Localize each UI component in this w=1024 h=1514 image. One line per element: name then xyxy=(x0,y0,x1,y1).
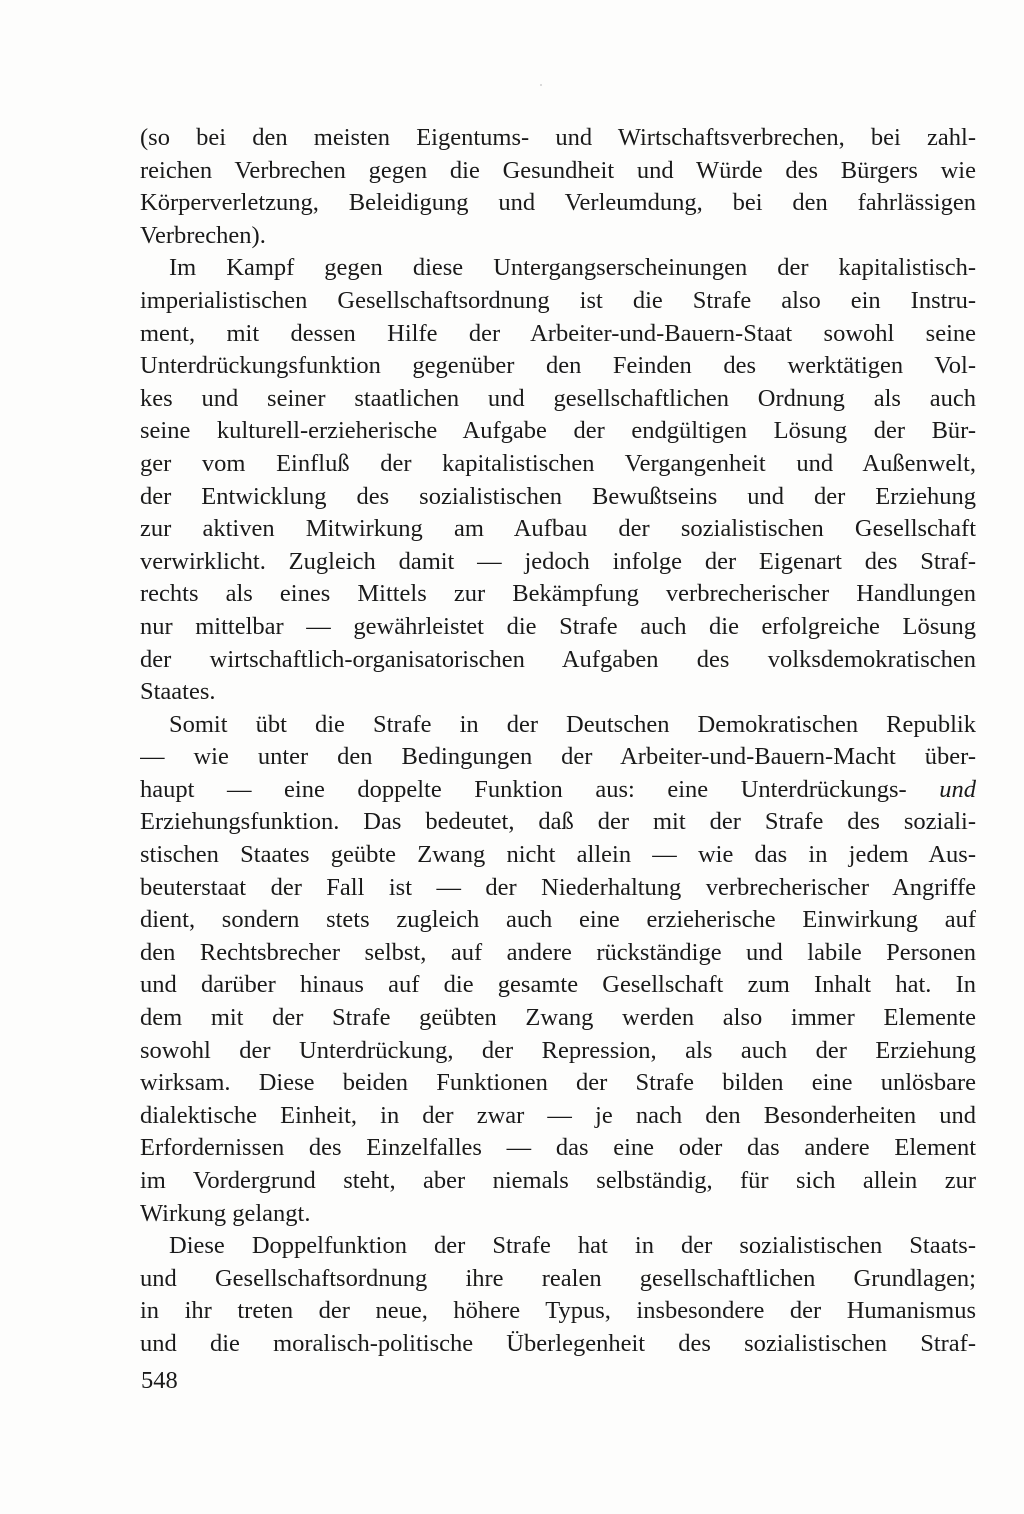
text-line-with-italic xyxy=(140,774,976,807)
text-line: dient, sondern stets zugleich auch eine erzieherische Einwirkung auf xyxy=(140,906,976,934)
text-line: sowohl der Unterdrückung, der Repression, als auch der Erziehung xyxy=(140,1036,976,1064)
body-text xyxy=(140,122,976,1361)
text-line: (so bei den meisten Eigentums- und Wirtschaftsverbrechen, bei zahl- xyxy=(140,124,976,151)
text-line: in ihr treten der neue, höhere Typus, insbesondere der Humanismus xyxy=(140,1297,976,1325)
text-line: und die moralisch-politische Überlegenheit des sozialistischen Straf- xyxy=(140,1329,976,1357)
text-line: den Rechtsbrecher selbst, auf andere rückständige und labile Personen xyxy=(140,938,976,966)
text-line: Wirkung gelangt. xyxy=(140,1199,311,1227)
text-line: Somit übt die Strafe in der Deutschen Demokratischen Republik xyxy=(169,710,976,738)
text-line: Unterdrückungsfunktion gegenüber den Feinden des werktätigen Vol- xyxy=(140,352,976,380)
page-number: 548 xyxy=(141,1367,178,1394)
text-line: der wirtschaftlich-organisatorischen Aufgaben des volksdemokratischen xyxy=(140,645,976,673)
text-line: reichen Verbrechen gegen die Gesundheit und Würde des Bürgers wie xyxy=(140,156,976,184)
text-line: seine kulturell-erzieherische Aufgabe der endgültigen Lösung der Bür- xyxy=(140,417,976,445)
text-line: stischen Staates geübte Zwang nicht allein — wie das in jedem Aus- xyxy=(140,841,976,869)
italic-word: und xyxy=(939,775,976,803)
text-line: im Vordergrund steht, aber niemals selbständig, für sich allein zur xyxy=(140,1167,976,1194)
text-line: und darüber hinaus auf die gesamte Gesellschaft zum Inhalt hat. In xyxy=(140,971,976,999)
text-line: und Gesellschaftsordnung ihre realen gesellschaftlichen Grundlagen; xyxy=(140,1264,976,1292)
paragraph-4 xyxy=(140,1230,976,1360)
paragraph-3 xyxy=(140,709,976,1231)
text-line: rechts als eines Mittels zur Bekämpfung verbrecherischer Handlungen xyxy=(140,580,976,608)
text-line: Im Kampf gegen diese Untergangserscheinungen der kapitalistisch- xyxy=(169,254,976,282)
text-line: verwirklicht. Zugleich damit — jedoch infolge der Eigenart des Straf- xyxy=(140,547,976,575)
text-line: der Entwicklung des sozialistischen Bewußtseins und der Erziehung xyxy=(140,482,976,510)
text-line: dialektische Einheit, in der zwar — je nach den Besonderheiten und xyxy=(140,1101,976,1129)
paragraph-2 xyxy=(140,252,976,708)
text-line: Erfordernissen des Einzelfalles — das eine oder das andere Element xyxy=(140,1134,976,1162)
text-line: Diese Doppelfunktion der Strafe hat in der sozialistischen Staats- xyxy=(169,1232,976,1260)
paragraph-1 xyxy=(140,122,976,252)
paper-speck xyxy=(540,84,542,86)
text-line: — wie unter den Bedingungen der Arbeiter-und-Bauern-Macht über- xyxy=(140,743,976,771)
text-line: kes und seiner staatlichen und gesellschaftlichen Ordnung als auch xyxy=(140,384,976,412)
text-line: ger vom Einfluß der kapitalistischen Vergangenheit und Außenwelt, xyxy=(140,449,976,477)
text-line: zur aktiven Mitwirkung am Aufbau der sozialistischen Gesellschaft xyxy=(140,515,976,543)
text-line: Verbrechen). xyxy=(140,221,266,249)
text-line: wirksam. Diese beiden Funktionen der Strafe bilden eine unlösbare xyxy=(140,1069,976,1097)
text-line: ment, mit dessen Hilfe der Arbeiter-und-Bauern-Staat sowohl seine xyxy=(140,319,976,347)
text-line: beuterstaat der Fall ist — der Niederhaltung verbrecherischer Angriffe xyxy=(140,873,976,901)
text-segment: haupt — eine doppelte Funktion aus: eine Unterdrückungs- xyxy=(140,775,907,803)
text-line: dem mit der Strafe geübten Zwang werden also immer Elemente xyxy=(140,1004,976,1032)
text-line: Erziehungsfunktion. Das bedeutet, daß der mit der Strafe des soziali- xyxy=(140,808,976,836)
text-line: imperialistischen Gesellschaftsordnung ist die Strafe also ein Instru- xyxy=(140,286,976,314)
text-line: Körperverletzung, Beleidigung und Verleumdung, bei den fahrlässigen xyxy=(140,189,976,217)
text-line: nur mittelbar — gewährleistet die Strafe auch die erfolgreiche Lösung xyxy=(140,612,976,640)
text-line: Staates. xyxy=(140,678,216,706)
